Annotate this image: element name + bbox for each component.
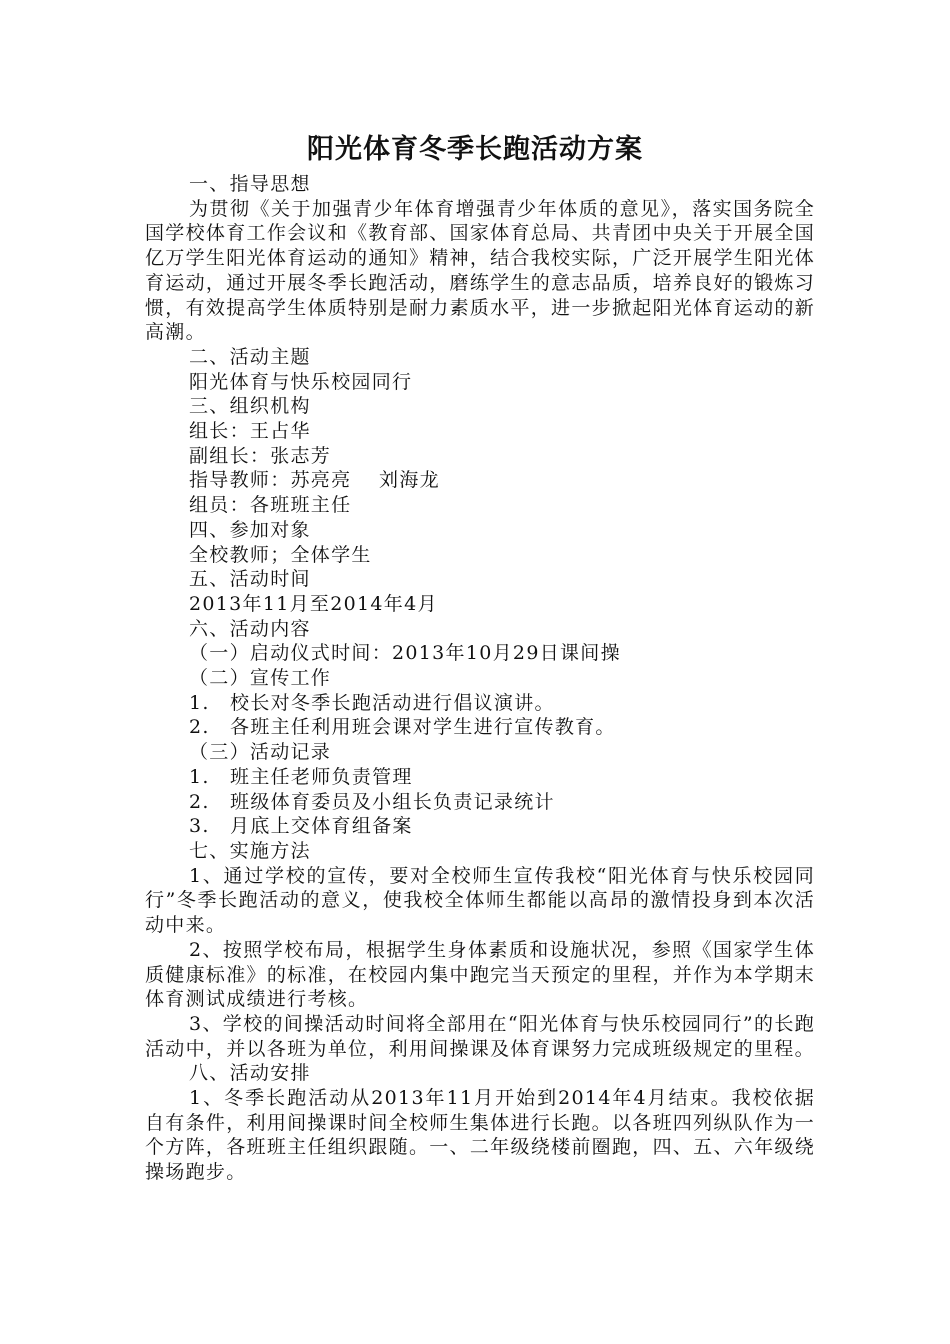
text-line: （一）启动仪式时间：2013年10月29日课间操 xyxy=(189,642,621,665)
text-line: 阳光体育与快乐校园同行 xyxy=(189,370,413,393)
list-item: 1. 校长对冬季长跑活动进行倡议演讲。 xyxy=(189,691,555,714)
paragraph: 3、学校的间操活动时间将全部用在“阳光体育与快乐校园同行”的长跑活动中，并以各班为单位，利用间操课及体育课努力完成班级规定的里程。 xyxy=(145,1012,815,1060)
text-line: 指导教师：苏亮亮 刘海龙 xyxy=(189,469,440,492)
text-line: 全校教师；全体学生 xyxy=(189,543,372,566)
text-line: 组长：王占华 xyxy=(189,420,311,443)
section-heading: 四、参加对象 xyxy=(189,518,311,541)
section-heading: 二、活动主题 xyxy=(189,345,311,368)
text-line: 2013年11月至2014年4月 xyxy=(189,592,438,615)
paragraph: 1、通过学校的宣传，要对全校师生宣传我校“阳光体育与快乐校园同行”冬季长跑活动的意义，使我校全体师生都能以高昂的激情投身到本次活动中来。 xyxy=(145,864,815,937)
list-item: 1. 班主任老师负责管理 xyxy=(189,765,413,788)
list-item: 3. 月底上交体育组备案 xyxy=(189,815,413,838)
document-title: 阳光体育冬季长跑活动方案 xyxy=(307,134,643,165)
section-heading: 七、实施方法 xyxy=(189,839,311,862)
section-heading: 八、活动安排 xyxy=(189,1062,311,1085)
text-line: 组员：各班班主任 xyxy=(189,494,352,517)
section-heading: 六、活动内容 xyxy=(189,617,311,640)
text-line: （二）宣传工作 xyxy=(189,667,332,690)
text-line: 副组长：张志芳 xyxy=(189,444,332,467)
text-line: （三）活动记录 xyxy=(189,741,332,764)
paragraph: 为贯彻《关于加强青少年体育增强青少年体质的意见》，落实国务院全国学校体育工作会议和《教育部、国家体育总局、共青团中央关于开展全国亿万学生阳光体育运动的通知》精神，结合我校实际，广泛开展学生阳光体育运动，通过开展冬季长跑活动，磨练学生的意志品质，培养良好的锻炼习惯，有效提高学生体质特别是耐力素质水平，进一步掀起阳光体育运动的新高潮。 xyxy=(145,197,815,344)
list-item: 2. 各班主任利用班会课对学生进行宣传教育。 xyxy=(189,716,616,739)
paragraph: 2、按照学校布局，根据学生身体素质和设施状况，参照《国家学生体质健康标准》的标准，在校园内集中跑完当天预定的里程，并作为本学期末体育测试成绩进行考核。 xyxy=(145,938,815,1011)
section-heading: 三、组织机构 xyxy=(189,395,311,418)
section-heading: 五、活动时间 xyxy=(189,568,311,591)
document-body xyxy=(145,172,815,1185)
section-heading: 一、指导思想 xyxy=(189,173,311,195)
paragraph: 1、冬季长跑活动从2013年11月开始到2014年4月结束。我校依据自有条件，利用间操课时间全校师生集体进行长跑。以各班四列纵队作为一个方阵，各班班主任组织跟随。一、二年级绕楼前圈跑，四、五、六年级绕操场跑步。 xyxy=(145,1087,815,1184)
list-item: 2. 班级体育委员及小组长负责记录统计 xyxy=(189,790,555,813)
